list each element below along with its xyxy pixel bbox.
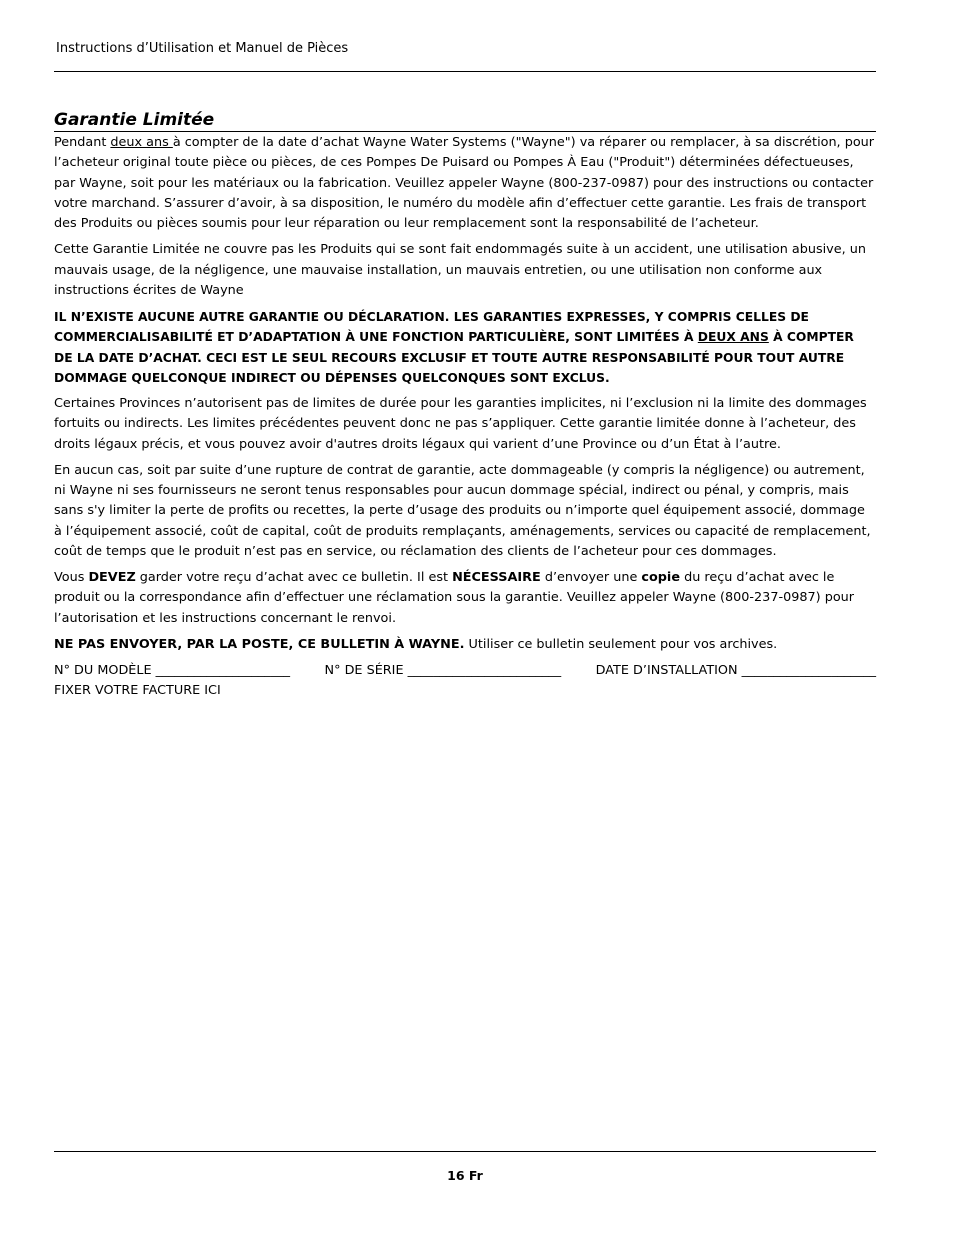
serial-number-field[interactable]: N° DE SÉRIE ________________________ xyxy=(324,662,562,678)
warranty-body xyxy=(54,133,876,701)
title-underline xyxy=(54,131,876,132)
page-number: 16 Fr xyxy=(447,1168,483,1183)
form-fields-row xyxy=(54,661,876,681)
running-header: Instructions d’Utilisation et Manuel de Pièces xyxy=(56,41,349,56)
section-title: Garantie Limitée xyxy=(54,110,215,130)
paragraph-exclusions: Cette Garantie Limitée ne couvre pas les Produits qui se sont fait endommagés suite à un accident, une utilisation abusive, un mauvais usage, de la négligence, une mauvaise installation, un mauvais entretien, ou une utilisation non conforme aux instructions écrites de Wayne xyxy=(54,242,866,298)
paragraph-disclaimer: IL N’EXISTE AUCUNE AUTRE GARANTIE OU DÉCLARATION. LES GARANTIES EXPRESSES, Y COMPRIS CELLES DE COMMERCIALISABILITÉ ET D’ADAPTATION À UNE FONCTION PARTICULIÈRE, SONT LIMITÉES À DEUX ANS À COMPTER DE LA DATE D’ACHAT. CECI EST LE SEUL RECOURS EXCLUSIF ET TOUTE AUTRE RESPONSABILITÉ POUR TOUT AUTRE DOMMAGE QUELCONQUE INDIRECT OU DÉPENSES QUELCONQUES SONT EXCLUS. xyxy=(54,309,854,385)
paragraph-receipt: Vous DEVEZ garder votre reçu d’achat avec ce bulletin. Il est NÉCESSAIRE d’envoyer une copie du reçu d’achat avec le produit ou la correspondance afin d’effectuer une réclamation sous la garantie. Veuillez appeler Wayne (800-237-0987) pour l’autorisation et les instructions concernant le renvoi. xyxy=(54,569,855,626)
underlined-term: DEUX ANS xyxy=(697,330,769,345)
install-date-field[interactable]: DATE D’INSTALLATION _____________________ xyxy=(595,662,876,678)
underlined-term: deux ans xyxy=(110,135,173,150)
header-divider xyxy=(54,71,876,72)
footer-divider xyxy=(54,1151,876,1152)
attach-invoice-label: FIXER VOTRE FACTURE ICI xyxy=(54,683,221,698)
paragraph-liability: En aucun cas, soit par suite d’une rupture de contrat de garantie, acte dommageable (y compris la négligence) ou autrement, ni Wayne ni ses fournisseurs ne seront tenus responsables pour aucun dommage spécial, indirect ou pénal, y compris, mais sans s'y limiter la perte de profits ou recettes, la perte d’usage des produits ou n’importe quel équipement associé, dommage à l’équipement associé, coût de capital, coût de produits remplaçants, aménagements, services ou capacité de remplacement, coût de temps que le produit n’est pas en service, ou réclamation des clients de l’acheteur pour ces dommages. xyxy=(54,462,871,559)
paragraph-provinces: Certaines Provinces n’autorisent pas de limites de durée pour les garanties implicites, ni l’exclusion ni la limite des dommages fortuits ou indirects. Les limites précédentes peuvent donc ne pas s’appliquer. Cette garantie limitée donne à l’acheteur, des droits légaux précis, et vous pouvez avoir d'autres droits légaux qui varient d’une Province ou d’un État à l’autre. xyxy=(54,395,867,452)
model-number-field[interactable]: N° DU MODÈLE _____________________ xyxy=(54,662,291,678)
paragraph-do-not-mail: NE PAS ENVOYER, PAR LA POSTE, CE BULLETIN À WAYNE. Utiliser ce bulletin seulement pour vos archives. xyxy=(54,636,778,652)
paragraph-coverage: Pendant deux ans à compter de la date d’achat Wayne Water Systems ("Wayne") va réparer ou remplacer, à sa discrétion, pour l’acheteur original toute pièce ou pièces, de ces Pompes De Puisard ou Pompes À Eau ("Produit") déterminées défectueuses, par Wayne, soit pour les matériaux ou la fabrication. Veuillez appeler Wayne (800-237-0987) pour des instructions ou contacter votre marchand. S’assurer d’avoir, à sa disposition, le numéro du modèle afin d’effectuer cette garantie. Les frais de transport des Produits ou pièces soumis pour leur réparation ou leur remplacement sont la responsabilité de l’acheteur. xyxy=(54,135,875,232)
